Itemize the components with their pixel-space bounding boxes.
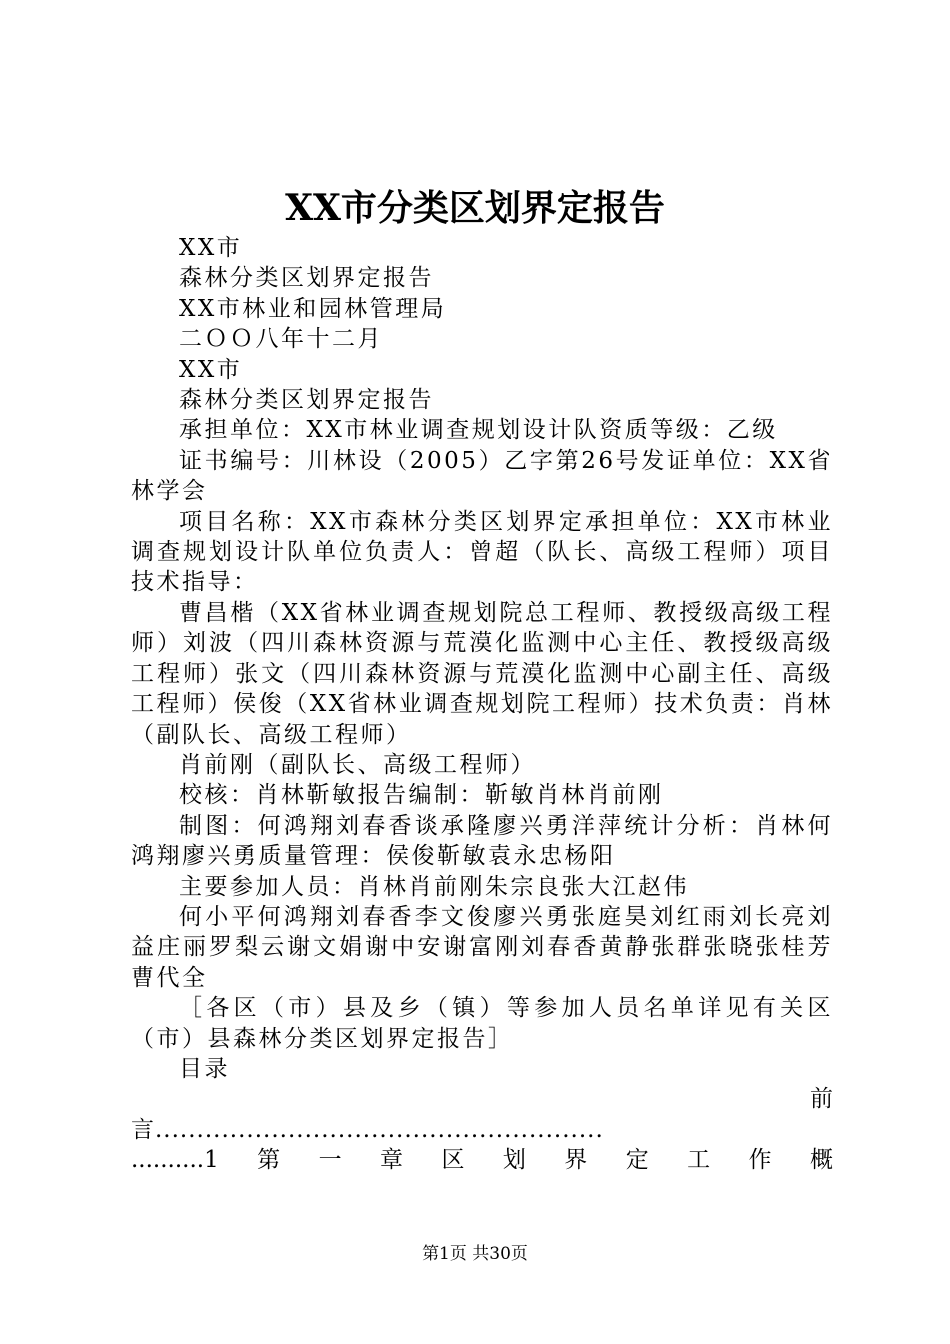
paragraph: 二ＯＯ八年十二月 — [179, 326, 383, 353]
toc-line-chapter-1[interactable] — [131, 1145, 833, 1175]
toc-char: 一 — [318, 1147, 342, 1174]
toc-char: 概 — [809, 1147, 833, 1174]
document-body — [131, 233, 833, 1176]
paragraph: XX市林业和园林管理局 — [179, 295, 447, 322]
paragraph: 承担单位：XX市林业调查规划设计队资质等级：乙级 — [179, 417, 778, 444]
toc-char: 工 — [687, 1147, 711, 1174]
toc-char: 定 — [625, 1147, 649, 1174]
paragraph: 森林分类区划界定报告 — [179, 265, 434, 292]
paragraph: 证书编号：川林设（2005）乙字第26号发证单位：XX省林学会 — [131, 447, 833, 505]
paragraph: ［各区（市）县及乡（镇）等参加人员名单详见有关区（市）县森林分类区划界定报告］ — [131, 995, 833, 1052]
toc-char: 界 — [564, 1147, 588, 1174]
toc-char: 区 — [441, 1147, 465, 1174]
toc-char: 第 — [257, 1147, 281, 1174]
toc-line-preface-head: 前 — [810, 1086, 833, 1113]
toc-page-dots: ..........1 — [131, 1147, 219, 1174]
document-title: XX市分类区划界定报告 — [285, 187, 665, 229]
paragraph: XX市 — [179, 235, 243, 261]
paragraph: 肖前刚（副队长、高级工程师） — [179, 751, 536, 778]
toc-heading: 目录 — [179, 1055, 230, 1082]
paragraph: 项目名称：XX市森林分类区划界定承担单位：XX市林业调查规划设计队单位负责人：曾超（队长、高级工程师）项目技术指导： — [131, 508, 833, 596]
paragraph: 主要参加人员：肖林肖前刚朱宗良张大江赵伟 — [179, 873, 689, 900]
paragraph: 曹昌楷（XX省林业调查规划院总工程师、教授级高级工程师）刘波（四川森林资源与荒漠化监测中心主任、教授级高级工程师）张文（四川森林资源与荒漠化监测中心副主任、高级工程师）侯俊（XX省林业调查规划院工程师）技术负责：肖林（副队长、高级工程师） — [131, 599, 833, 748]
paragraph: 森林分类区划界定报告 — [179, 387, 434, 414]
page-footer: 第1页 共30页 — [422, 1244, 528, 1264]
toc-line-preface[interactable]: 言...................................................... — [131, 1116, 604, 1143]
toc-char: 章 — [380, 1147, 404, 1174]
toc-char: 作 — [748, 1147, 772, 1174]
paragraph: XX市 — [179, 356, 243, 383]
toc-char: 划 — [502, 1147, 526, 1174]
paragraph: 何小平何鸿翔刘春香李文俊廖兴勇张庭昊刘红雨刘长亮刘益庄丽罗梨云谢文娟谢中安谢富刚刘春香黄静张群张晓张桂芳曹代全 — [131, 903, 833, 991]
paragraph: 制图：何鸿翔刘春香谈承隆廖兴勇洋萍统计分析：肖林何鸿翔廖兴勇质量管理：侯俊靳敏袁永忠杨阳 — [131, 812, 833, 870]
paragraph: 校核：肖林靳敏报告编制：靳敏肖林肖前刚 — [179, 782, 664, 809]
